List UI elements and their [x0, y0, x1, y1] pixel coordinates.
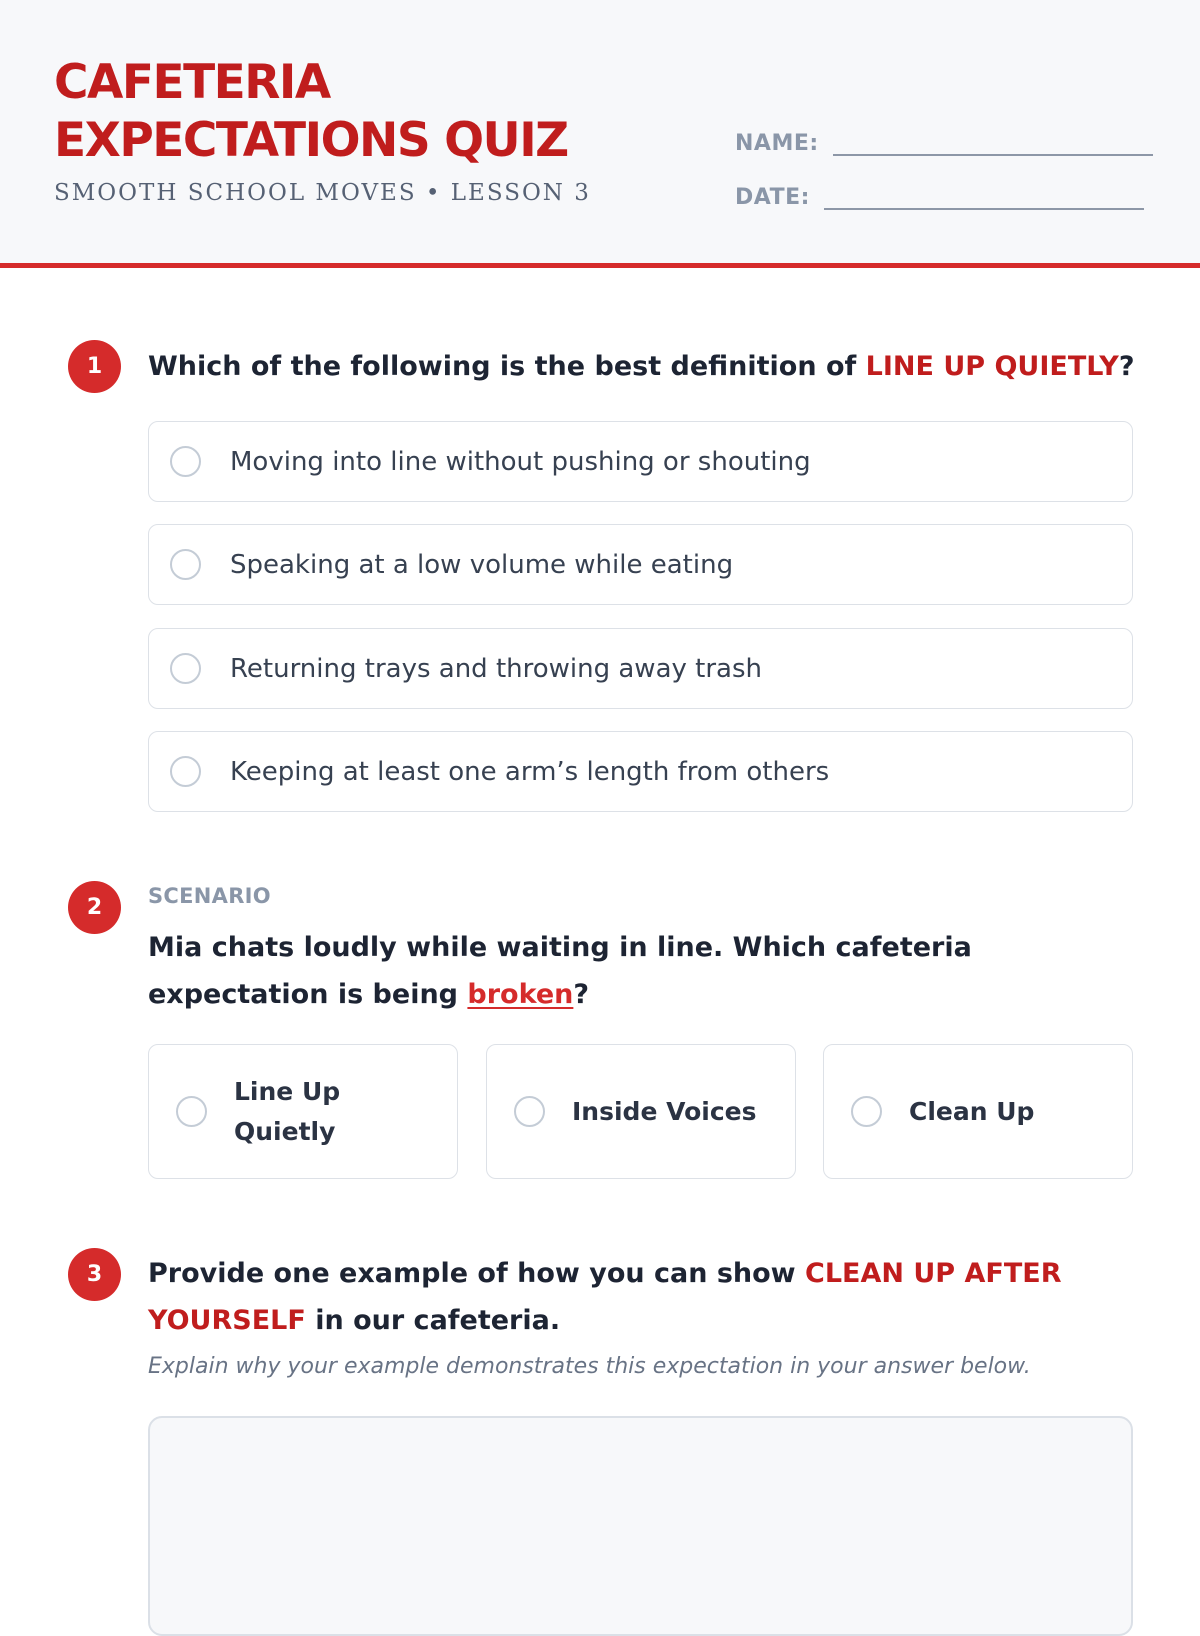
radio-button[interactable]: [170, 756, 201, 787]
answer-instruction: Explain why your example demonstrates this expectation in your answer below.: [148, 1354, 1031, 1379]
question-text-end: ?: [573, 979, 590, 1010]
question-text: Mia chats loudly while waiting in line. Which cafeteria expectation is being: [148, 932, 972, 1010]
question-number-badge: 1: [68, 340, 121, 393]
choice-label: Line Up Quietly: [234, 1076, 341, 1146]
choice-card-inside-voices[interactable]: [486, 1044, 796, 1179]
date-label: DATE:: [735, 185, 810, 210]
question-text-end: ?: [1118, 351, 1135, 382]
question-highlight: broken: [467, 979, 574, 1010]
question-2-text: [148, 924, 1138, 1018]
choice-label: Inside Voices: [572, 1096, 757, 1126]
answer-option-d[interactable]: [148, 731, 1133, 812]
choice-card-line-up-quietly[interactable]: [148, 1044, 458, 1179]
date-input-line[interactable]: [824, 178, 1144, 210]
page-title: [54, 54, 674, 170]
question-number-badge: 2: [68, 881, 121, 934]
question-text-end: in our cafeteria.: [305, 1305, 561, 1336]
radio-button[interactable]: [170, 446, 201, 477]
answer-option-c[interactable]: [148, 628, 1133, 709]
answer-option-a[interactable]: [148, 421, 1133, 502]
scenario-tag: SCENARIO: [148, 884, 271, 908]
name-input-line[interactable]: [833, 124, 1153, 156]
radio-button[interactable]: [851, 1096, 882, 1127]
choice-label: Clean Up: [909, 1096, 1035, 1126]
question-highlight: LINE UP QUIETLY: [865, 351, 1119, 382]
radio-button[interactable]: [170, 549, 201, 580]
question-number-badge: 3: [68, 1248, 121, 1301]
option-label: Keeping at least one arm’s length from others: [230, 756, 830, 787]
option-label: Speaking at a low volume while eating: [230, 549, 734, 580]
worksheet-header: [0, 0, 1200, 268]
date-field: [735, 178, 1144, 210]
option-label: Moving into line without pushing or shouting: [230, 446, 811, 477]
question-1-text: [148, 343, 1148, 390]
question-highlight: CLEAN UP AFTER YOURSELF: [148, 1258, 1062, 1336]
name-field: [735, 124, 1153, 156]
choice-card-clean-up[interactable]: [823, 1044, 1133, 1179]
name-label: NAME:: [735, 131, 819, 156]
answer-option-b[interactable]: [148, 524, 1133, 605]
option-label: Returning trays and throwing away trash: [230, 653, 762, 684]
question-text: Which of the following is the best definition of: [148, 351, 866, 382]
lesson-subtitle: SMOOTH SCHOOL MOVES • LESSON 3: [54, 180, 591, 206]
radio-button[interactable]: [170, 653, 201, 684]
title-line-1: CAFETERIA: [54, 55, 330, 110]
question-text: Provide one example of how you can show: [148, 1258, 806, 1289]
question-3-text: [148, 1250, 1078, 1344]
title-line-2: EXPECTATIONS QUIZ: [54, 113, 568, 168]
answer-textarea[interactable]: [148, 1416, 1133, 1636]
radio-button[interactable]: [176, 1096, 207, 1127]
radio-button[interactable]: [514, 1096, 545, 1127]
